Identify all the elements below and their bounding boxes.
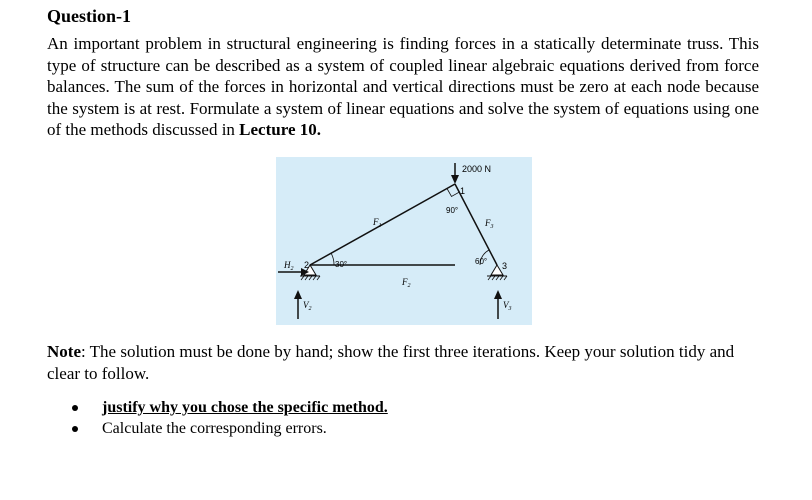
v3-label: $V_3$ <box>503 300 512 312</box>
angle-top-label: 90° <box>446 206 459 215</box>
question-heading: Question-1 <box>47 6 132 26</box>
bullet-icon <box>72 405 78 411</box>
question-paragraph <box>47 33 759 141</box>
requirements-list <box>47 398 388 439</box>
v2-label: $V_2$ <box>303 300 312 312</box>
note-label: Note <box>47 342 81 361</box>
h2-label: $H_2$ <box>284 260 294 272</box>
list-item <box>47 419 388 440</box>
node-1-label: 1 <box>460 186 466 196</box>
node-3-label: 3 <box>502 261 508 271</box>
note-paragraph <box>47 341 759 384</box>
bullet-icon <box>72 426 78 432</box>
figure-background <box>276 157 532 325</box>
list-item <box>47 398 388 419</box>
f2-label: $F_2$ <box>402 277 411 289</box>
note-text: : The solution must be done by hand; show the first three iterations. Keep your solution tidy and clear to follow. <box>47 342 735 383</box>
list-item-text: Calculate the corresponding errors. <box>102 419 327 437</box>
f3-label: $F_3$ <box>485 218 494 230</box>
question-text: An important problem in structural engineering is finding forces in a statically determinate truss. This type of structure can be described as a system of coupled linear algebraic equations derived from force balances. The sum of the forces in horizontal and vertical directions must be zero at each node because the system is at rest. Formulate a system of linear equations and solve the system of equations using one of the methods discussed in <box>47 34 759 139</box>
angle-left-label: 30° <box>335 260 348 269</box>
node-2-label: 2 <box>304 260 310 270</box>
truss-diagram <box>276 157 532 325</box>
angle-right-label: 60° <box>475 257 488 266</box>
load-label: 2000 N <box>462 164 492 174</box>
f1-label: $F_1$ <box>373 217 382 229</box>
list-item-text: justify why you chose the specific method. <box>102 399 388 416</box>
lecture-reference: Lecture 10. <box>239 120 322 139</box>
